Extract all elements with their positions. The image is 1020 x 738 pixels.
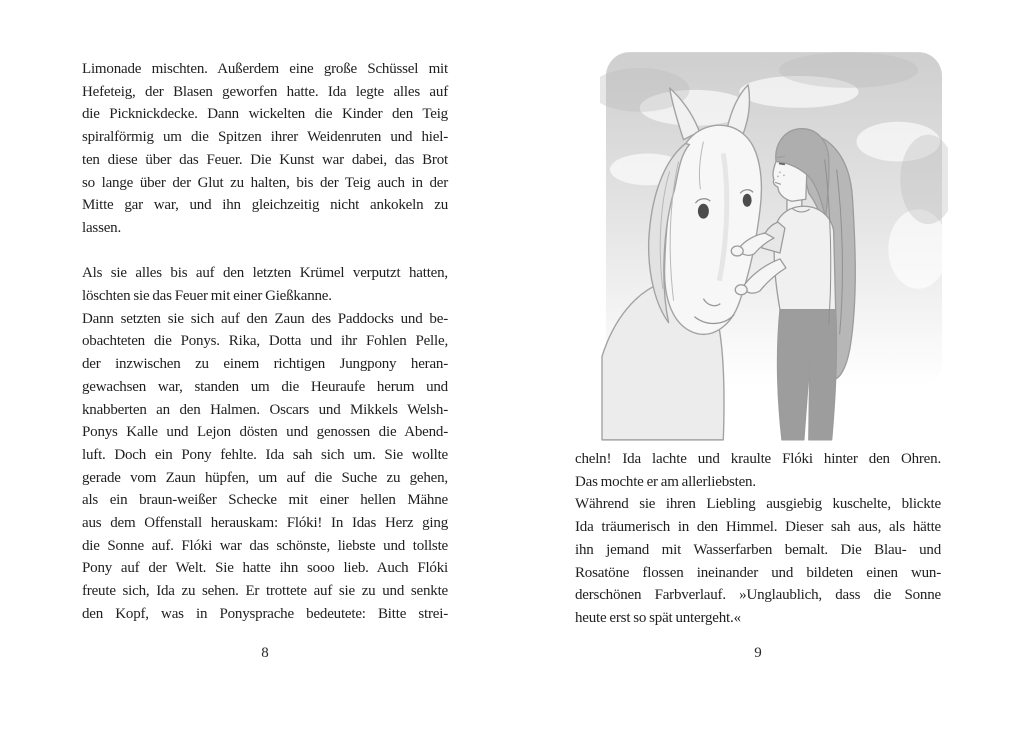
text-line: freute sich, Ida zu sehen. Er trottete auf sie zu und senkte [82, 583, 448, 600]
paragraph-gap [82, 240, 448, 263]
text-line: Rosatöne flossen ineinander und bildeten einen wun- [575, 564, 941, 581]
text-line: knabberten an den Halmen. Oscars und Mikkels Welsh- [82, 401, 448, 418]
text-line: obachteten die Ponys. Rika, Dotta und ihr Fohlen Pelle, [82, 333, 448, 350]
girl-hand-lower [735, 285, 747, 295]
text-line: Ida träumerisch in den Himmel. Dieser sah aus, als hätte [575, 519, 941, 536]
left-page-number: 8 [261, 645, 269, 661]
text-line: heute erst so spät untergeht.« [575, 609, 741, 626]
girl-eye [779, 163, 785, 164]
text-line: Als sie alles bis auf den letzten Krümel verputzt hatten, [82, 265, 448, 282]
text-line: den Kopf, was in Ponysprache bedeutete: Bitte strei- [82, 605, 448, 622]
text-line: Mitte gar war, und ihn gleichzeitig nicht ankokeln zu [82, 197, 448, 214]
pony-left-eye [698, 204, 709, 219]
text-line: löschten sie das Feuer mit einer Gießkanne. [82, 288, 332, 305]
pony-right-eye [743, 194, 752, 207]
text-line: Limonade mischten. Außerdem eine große Schüssel mit [82, 61, 448, 77]
pony-illustration-svg [600, 48, 948, 442]
text-line: ihn jemand mit Wasserfarben bemalt. Die Blau- und [575, 541, 941, 558]
text-line: der inzwischen zu einem richtigen Jungpony heran- [82, 356, 448, 373]
girl-tshirt [774, 206, 836, 309]
text-line: die Sonne auf. Flóki war das schönste, liebste und tollste [82, 537, 448, 554]
text-line: Während sie ihren Liebling ausgiebig kuschelte, blickte [575, 496, 941, 513]
text-line: Dann setzten sie sich auf den Zaun des Paddocks und be- [82, 310, 448, 327]
text-line: die Picknickdecke. Dann wickelten die Kinder den Teig [82, 106, 448, 123]
left-page-text [82, 58, 448, 626]
text-line: so lange über der Glut zu halten, bis der Teig auch in der [82, 174, 448, 191]
girl-hand-upper [731, 246, 743, 256]
text-line: Pony auf der Welt. Sie hatte ihn sooo lieb. Auch Flóki [82, 560, 448, 577]
pony-illustration [600, 48, 948, 442]
text-line: derschönen Farbverlauf. »Unglaublich, dass die Sonne [575, 587, 941, 604]
right-page-text [575, 448, 941, 630]
text-line: lassen. [82, 219, 122, 236]
right-page-number: 9 [754, 645, 762, 661]
text-line: Das mochte er am allerliebsten. [575, 473, 756, 490]
text-line: luft. Doch ein Pony fehlte. Ida sah sich um. Sie wollte [82, 446, 448, 463]
text-line: Hefeteig, der Blasen geworfen hatte. Ida legte alles auf [82, 83, 448, 100]
text-line: cheln! Ida lachte und kraulte Flóki hinter den Ohren. [575, 451, 941, 467]
text-line: aus dem Offenstall herauskam: Flóki! In Idas Herz ging [82, 515, 448, 532]
girl-pants [778, 310, 837, 440]
text-line: gerade vom Zaun hüpfen, um auf die Suche zu gehen, [82, 469, 448, 486]
text-line: als ein braun-weißer Schecke mit einer hellen Mähne [82, 492, 448, 509]
text-line: spiralförmig um die Spitzen ihrer Weidenruten und hiel- [82, 129, 448, 146]
text-line: Ponys Kalle und Lejon dösten und genossen die Abend- [82, 424, 448, 441]
text-line: gewachsen war, standen um die Heuraufe herum und [82, 378, 448, 395]
text-line: ten diese über das Feuer. Die Kunst war dabei, das Brot [82, 151, 448, 168]
